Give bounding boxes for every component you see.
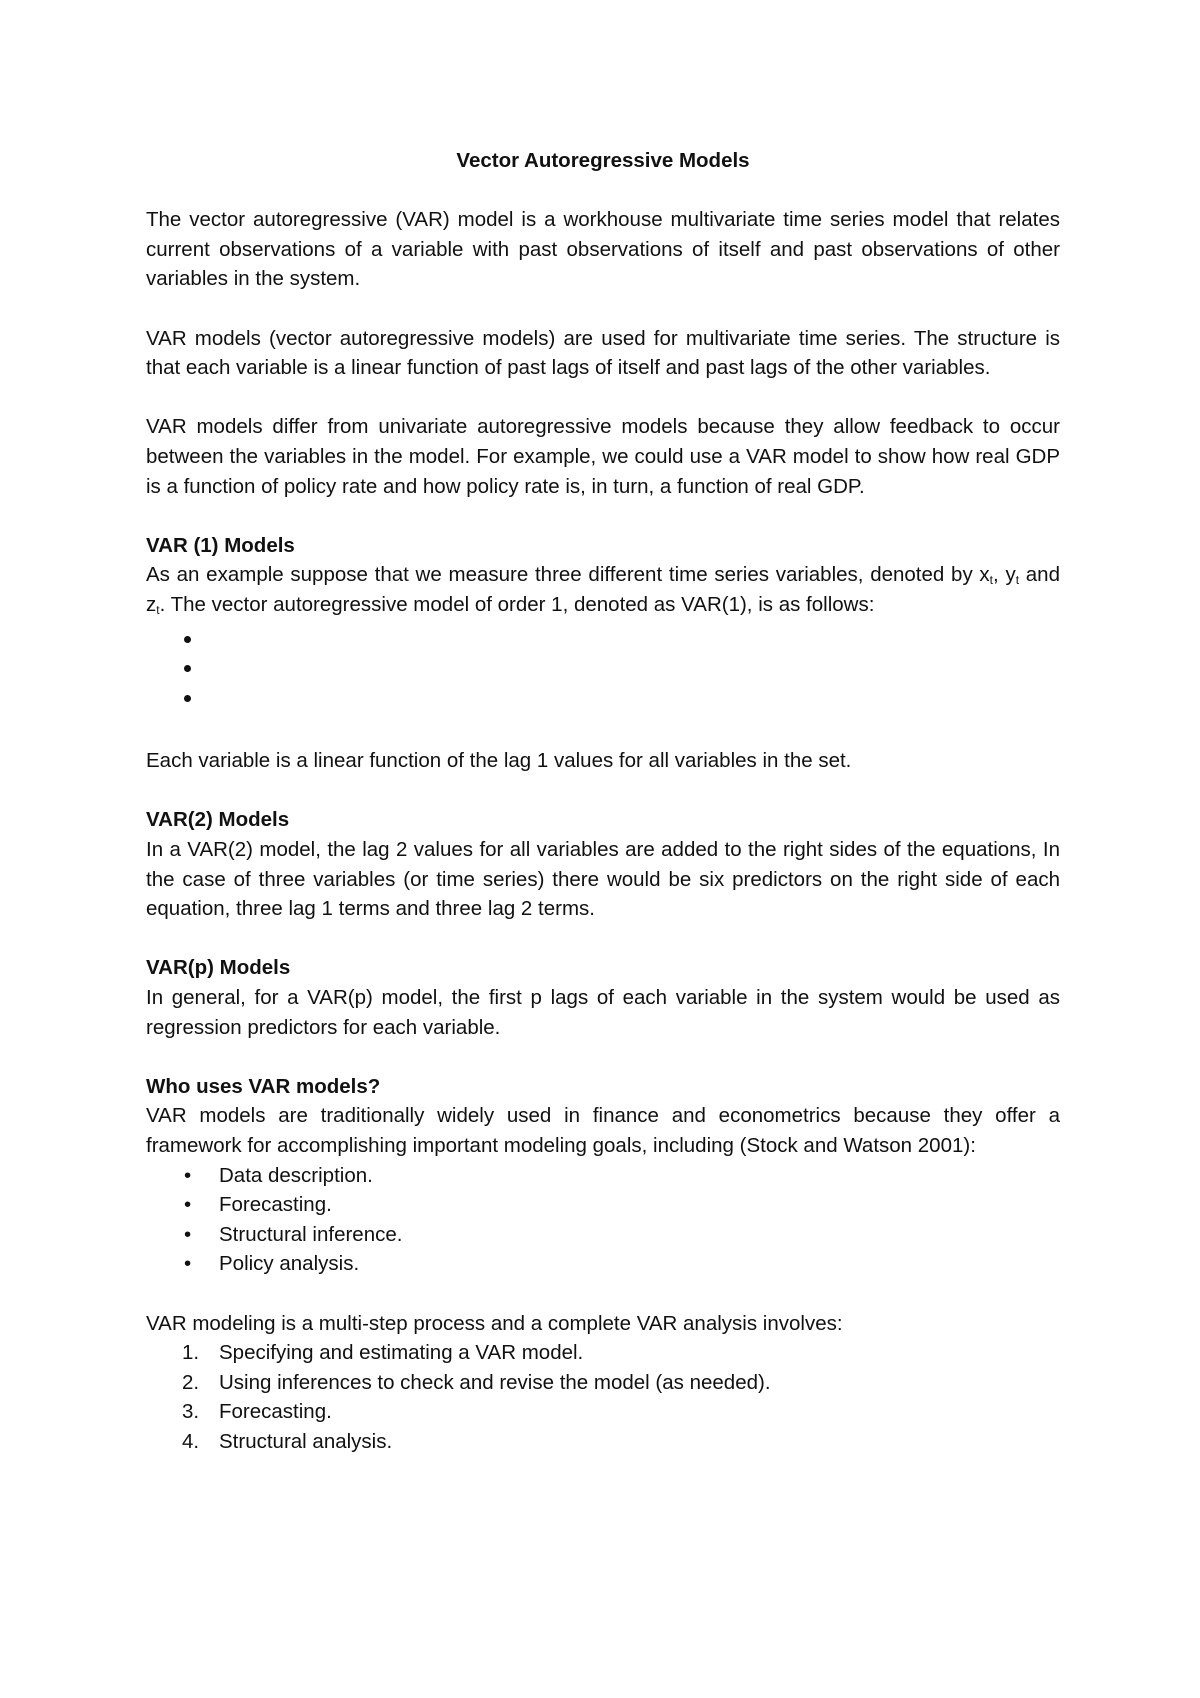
bullet-icon: • — [184, 1193, 192, 1217]
who-heading: Who uses VAR models? — [146, 1074, 381, 1098]
list-item-text: Forecasting. — [219, 1193, 332, 1217]
bullet-icon: • — [184, 1222, 192, 1246]
var2-heading: VAR(2) Models — [146, 808, 290, 832]
intro-paragraph: The vector autoregressive (VAR) model is a workhouse multivariate time series model that relates current observations of a variable with past observations of itself and past observations of other variables in the system. — [146, 208, 1060, 291]
feedback-paragraph: VAR models differ from univariate autoregressive models because they allow feedback to occur between the variables in the model. For example, we could use a VAR model to show how real GDP is a function of policy rate and how policy rate is, in turn, a function of real GDP. — [146, 415, 1060, 498]
subscript-t: t — [156, 602, 160, 617]
varp-body: In general, for a VAR(p) model, the first p lags of each variable in the system would be used as regression predictors for each variable. — [146, 986, 1060, 1039]
list-item — [146, 1427, 1060, 1457]
bullet-icon: • — [184, 1252, 192, 1276]
process-steps-list — [146, 1338, 1060, 1456]
list-item-text: Structural analysis. — [219, 1429, 393, 1453]
list-item — [146, 1190, 1060, 1220]
list-item — [146, 1249, 1060, 1279]
var2-body: In a VAR(2) model, the lag 2 values for all variables are added to the right sides of the equations, In the case of three variables (or time series) there would be six predictors on the right side of each equation, three lag 1 terms and three lag 2 terms. — [146, 838, 1060, 921]
list-item — [146, 624, 1060, 654]
list-item-text: Using inferences to check and revise the model (as needed). — [219, 1370, 771, 1394]
step-number: 1. — [182, 1341, 200, 1365]
document-title: Vector Autoregressive Models — [456, 149, 750, 172]
list-item — [146, 1397, 1060, 1427]
bullet-icon — [184, 636, 191, 643]
list-item-text: Forecasting. — [219, 1400, 332, 1424]
list-item — [146, 1338, 1060, 1368]
list-item-text: Data description. — [219, 1163, 373, 1187]
varp-heading: VAR(p) Models — [146, 956, 291, 980]
process-intro: VAR modeling is a multi-step process and a complete VAR analysis involves: — [146, 1311, 843, 1335]
document-page — [146, 146, 1060, 1486]
var1-heading: VAR (1) Models — [146, 533, 295, 557]
bullet-icon — [184, 665, 191, 672]
who-body: VAR models are traditionally widely used in finance and econometrics because they offer a framework for accomplishing important modeling goals, including (Stock and Watson 2001): — [146, 1104, 1060, 1157]
list-item-text: Policy analysis. — [219, 1252, 360, 1276]
var1-comma: , y — [993, 563, 1016, 587]
list-item — [146, 653, 1060, 683]
list-item-text: Structural inference. — [219, 1222, 403, 1246]
subscript-t: t — [989, 573, 994, 588]
list-item — [146, 1368, 1060, 1398]
step-number: 2. — [182, 1370, 200, 1394]
var1-body-post: . The vector autoregressive model of order 1, denoted as VAR(1), is as follows: — [159, 592, 875, 616]
list-item — [146, 1161, 1060, 1191]
var1-body — [146, 560, 1060, 619]
var1-after-paragraph: Each variable is a linear function of the lag 1 values for all variables in the set. — [146, 749, 852, 773]
var1-body-pre: As an example suppose that we measure three different time series variables, denoted by x — [146, 563, 990, 587]
var1-equation-list — [146, 624, 1060, 713]
subscript-t: t — [1015, 573, 1020, 588]
structure-paragraph: VAR models (vector autoregressive models) are used for multivariate time series. The structure is that each variable is a linear function of past lags of itself and past lags of the other variables. — [146, 326, 1060, 380]
step-number: 3. — [182, 1400, 200, 1424]
bullet-icon: • — [184, 1163, 192, 1187]
list-item — [146, 1220, 1060, 1250]
list-item — [146, 683, 1060, 713]
bullet-icon — [184, 695, 191, 702]
step-number: 4. — [182, 1429, 200, 1453]
uses-list — [146, 1161, 1060, 1279]
var1-and: and z — [146, 563, 1060, 616]
list-item-text: Specifying and estimating a VAR model. — [219, 1341, 584, 1365]
